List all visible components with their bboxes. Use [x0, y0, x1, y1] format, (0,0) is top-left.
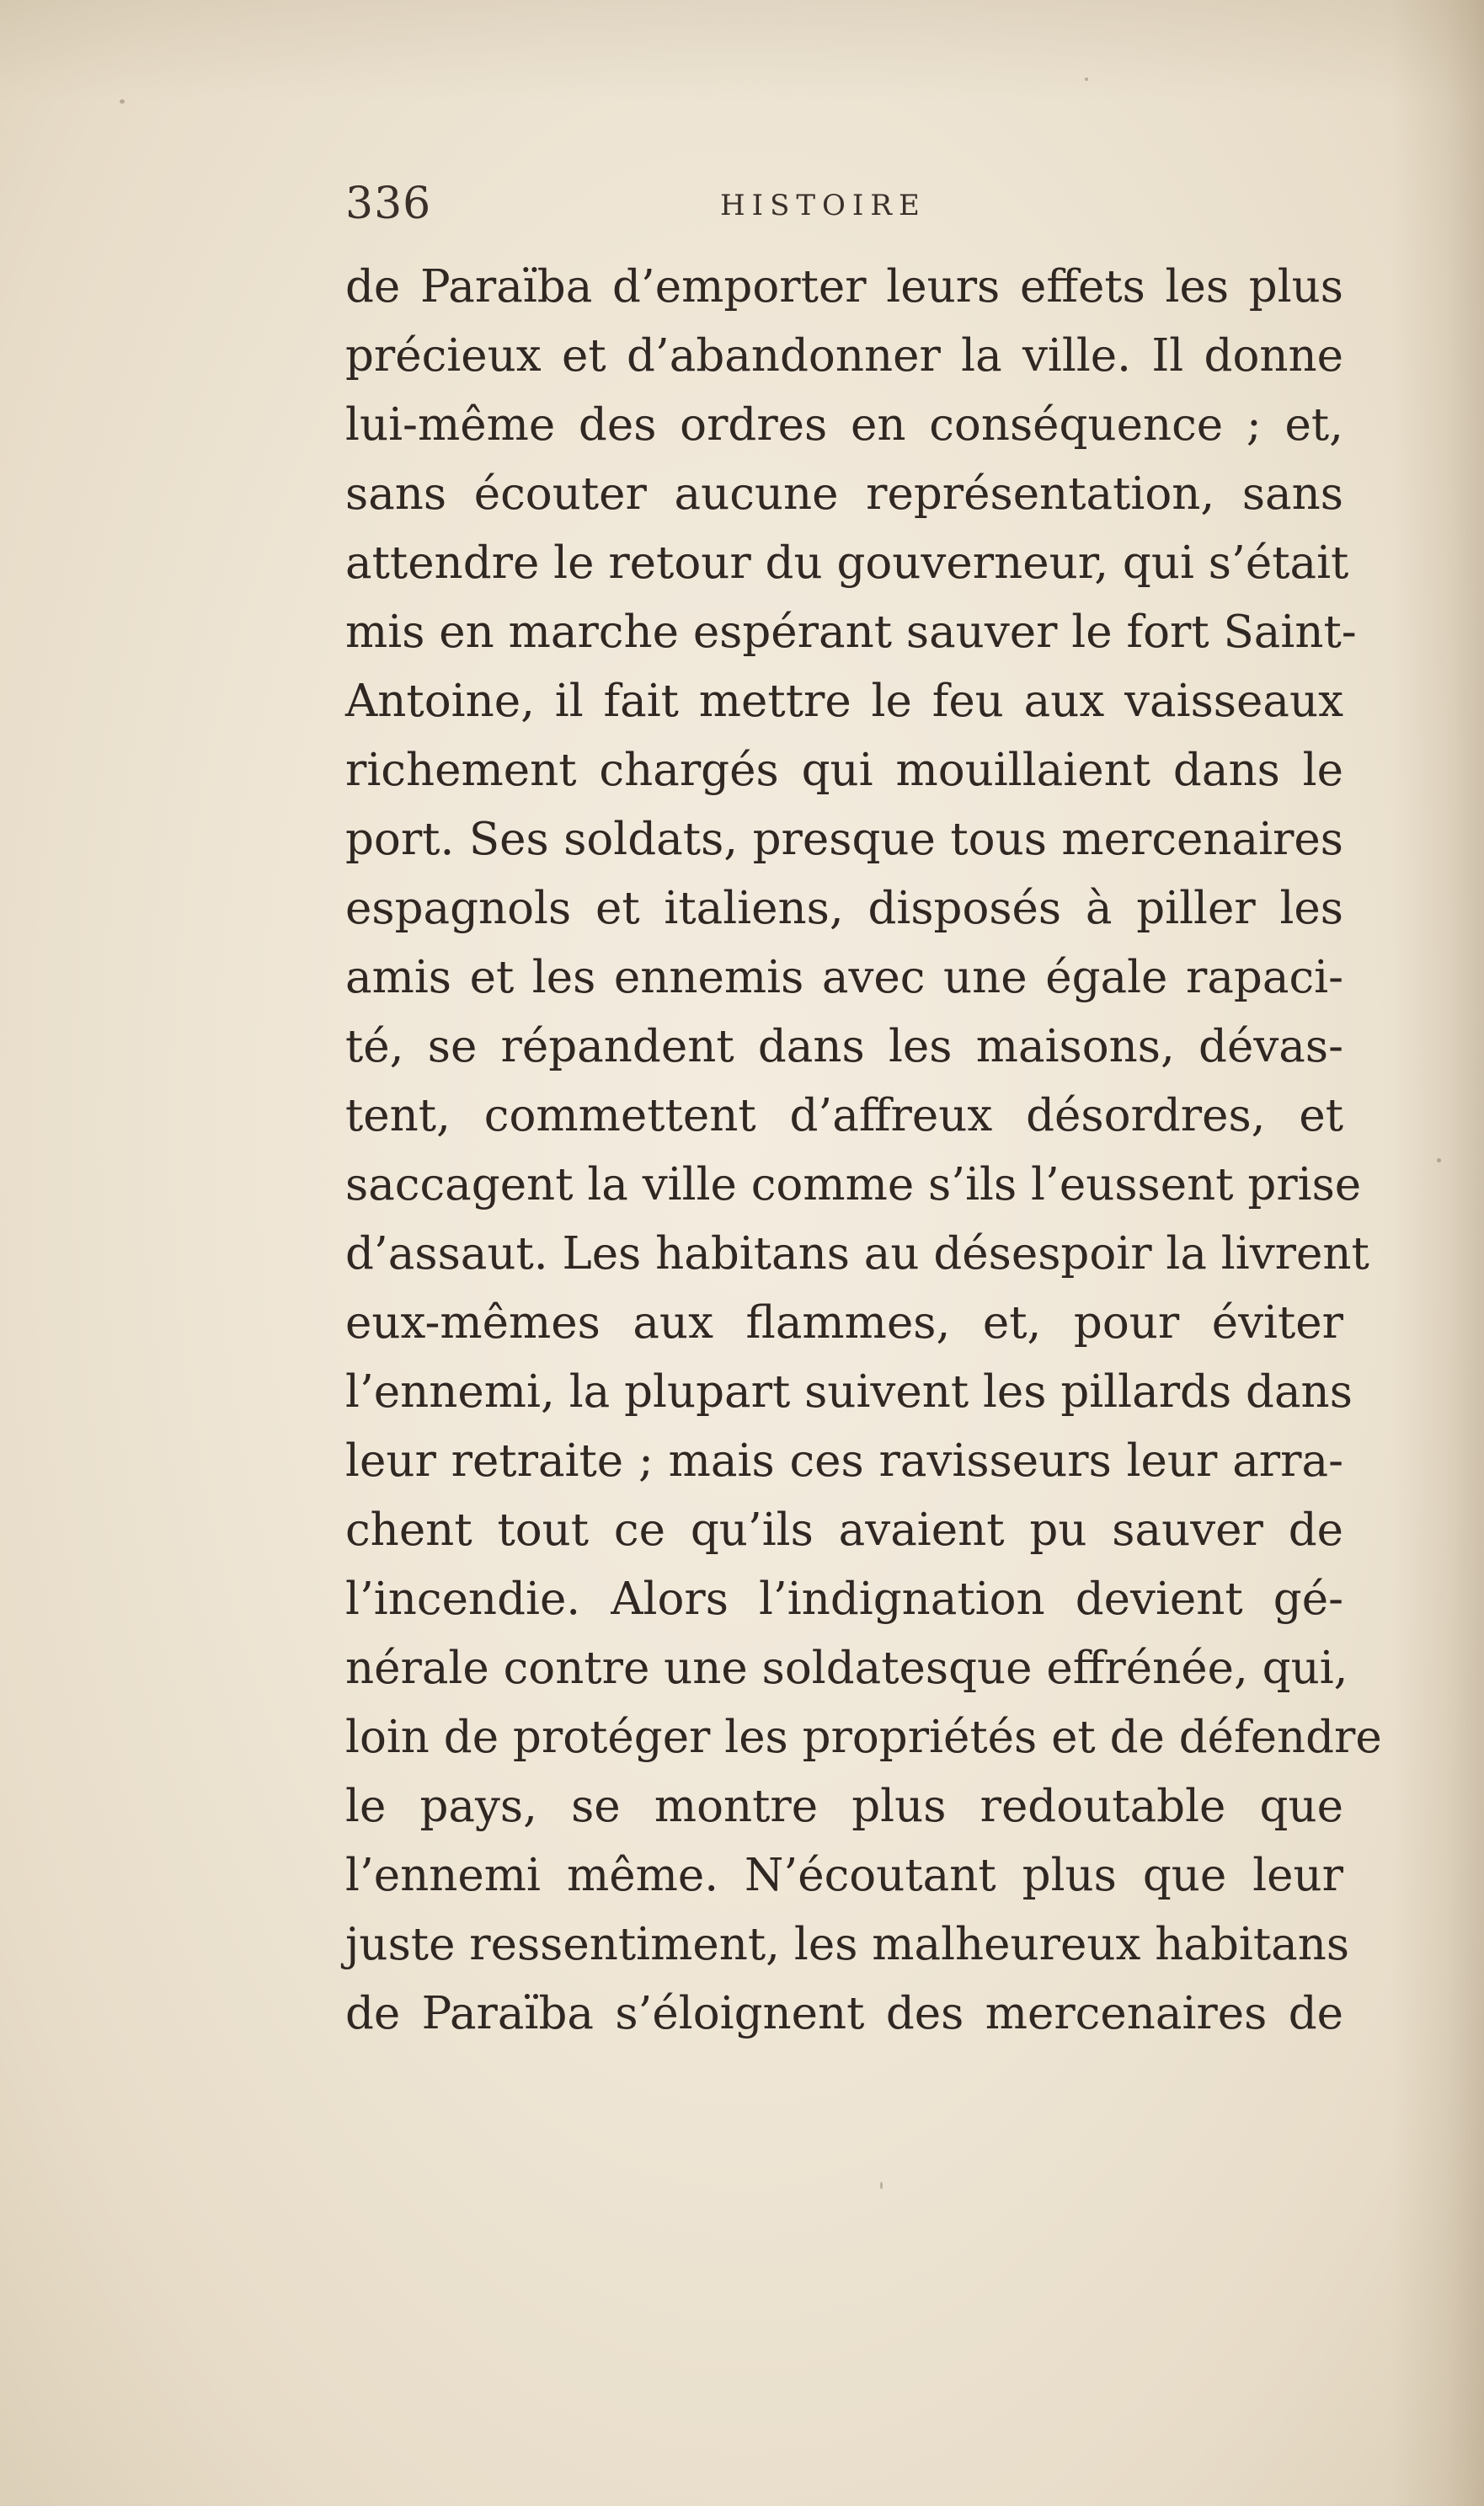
text-line: l’incendie. Alors l’indignation devient gé- — [345, 1574, 1343, 1625]
text-line: nérale contre une soldatesque effrénée, qui, — [345, 1643, 1348, 1694]
page-number: 336 — [345, 179, 432, 229]
running-title: HISTOIRE — [720, 189, 926, 222]
text-line: chent tout ce qu’ils avaient pu sauver de — [345, 1504, 1343, 1556]
text-line: attendre le retour du gouverneur, qui s’était — [345, 537, 1349, 589]
paper-speck — [880, 2182, 883, 2189]
text-line: eux-mêmes aux flammes, et, pour éviter — [345, 1297, 1343, 1349]
paper-speck — [1085, 77, 1088, 81]
text-line: le pays, se montre plus redoutable que — [345, 1781, 1343, 1832]
text-line: loin de protéger les propriétés et de défendre — [345, 1712, 1382, 1763]
text-line: l’ennemi, la plupart suivent les pillards dans — [345, 1366, 1353, 1418]
text-line: d’assaut. Les habitans au désespoir la livrent — [345, 1228, 1369, 1280]
page-edge-shading — [1391, 0, 1484, 2506]
text-line: de Paraïba s’éloignent des mercenaires de — [345, 1988, 1343, 2039]
text-line: saccagent la ville comme s’ils l’eussent prise — [345, 1159, 1362, 1210]
paper-speck — [1437, 1158, 1441, 1162]
text-line: juste ressentiment, les malheureux habitans — [345, 1919, 1350, 1970]
body-text — [345, 253, 1382, 2049]
text-line: tent, commettent d’affreux désordres, et — [345, 1090, 1343, 1141]
text-line: leur retraite ; mais ces ravisseurs leur arra- — [345, 1435, 1343, 1487]
text-line: sans écouter aucune représentation, sans — [345, 468, 1343, 520]
text-line: port. Ses soldats, presque tous mercenaires — [345, 814, 1343, 865]
text-line: Antoine, il fait mettre le feu aux vaisseaux — [345, 676, 1343, 727]
text-line: précieux et d’abandonner la ville. Il donne — [345, 330, 1343, 382]
text-line: espagnols et italiens, disposés à piller les — [345, 883, 1343, 934]
running-head — [345, 179, 1343, 229]
page-top-shading — [0, 0, 1484, 101]
paper-speck — [120, 99, 125, 104]
text-line: l’ennemi même. N’écoutant plus que leur — [345, 1850, 1343, 1901]
text-line: de Paraïba d’emporter leurs effets les plus — [345, 261, 1343, 313]
text-line: richement chargés qui mouillaient dans le — [345, 745, 1343, 796]
text-line: amis et les ennemis avec une égale rapaci- — [345, 952, 1343, 1003]
text-line: té, se répandent dans les maisons, dévas- — [345, 1021, 1343, 1072]
text-line: lui-même des ordres en conséquence ; et, — [345, 399, 1343, 451]
text-line: mis en marche espérant sauver le fort Saint- — [345, 606, 1357, 658]
